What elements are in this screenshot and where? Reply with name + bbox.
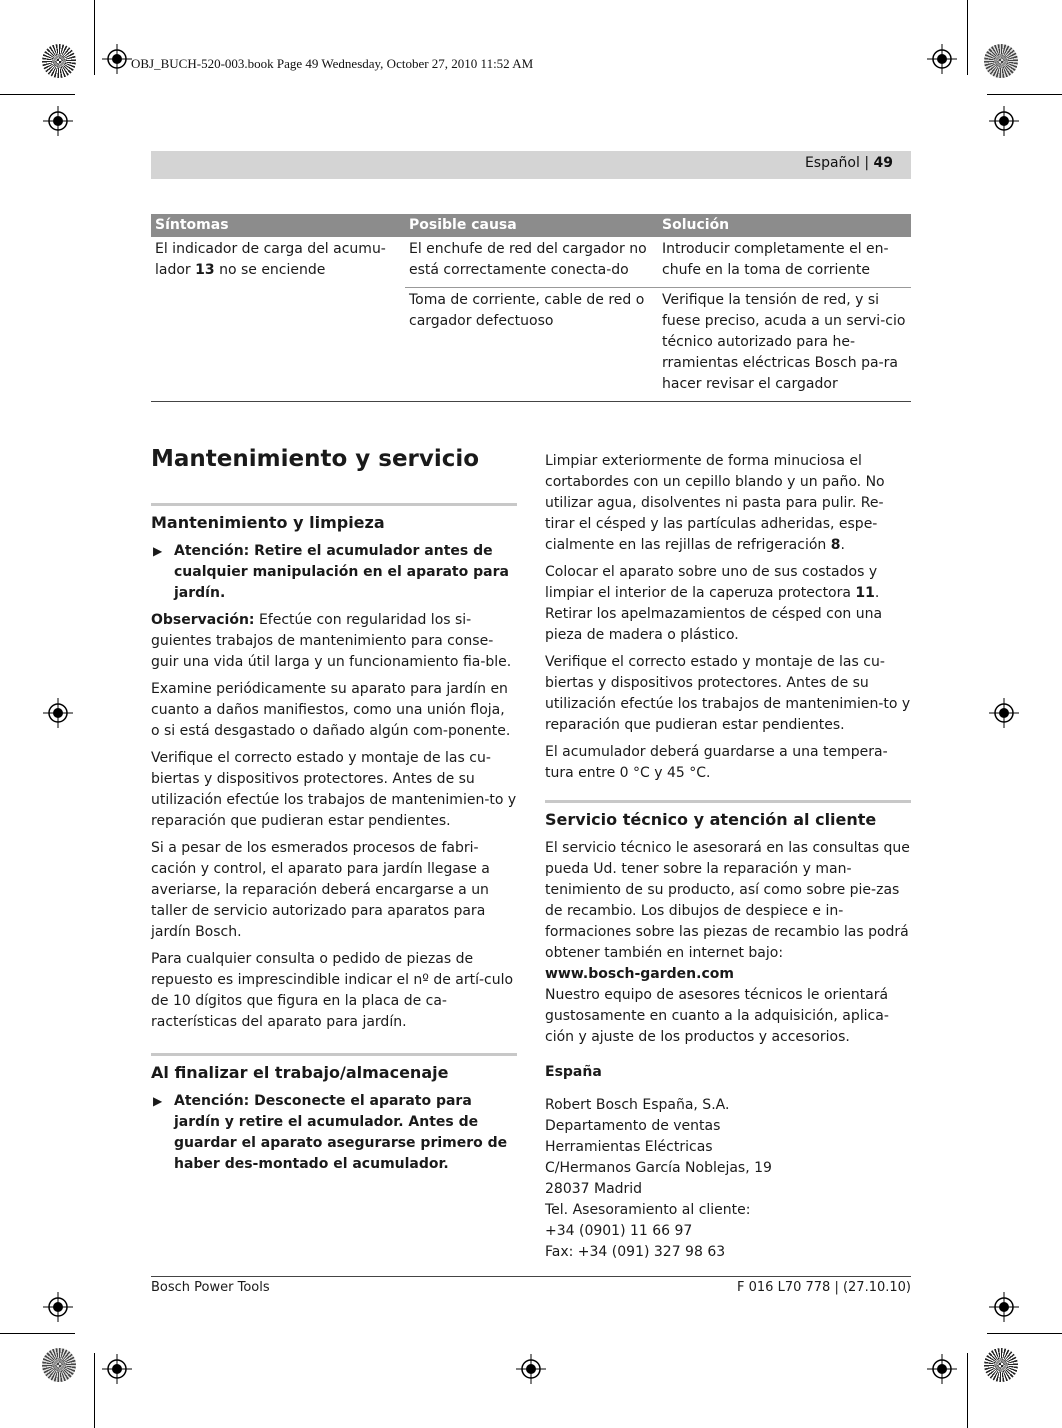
observation-label: Observación: [151, 612, 255, 628]
solution-cell: Introducir completamente el en-chufe en la toma de corriente [662, 241, 889, 278]
paragraph: Nuestro equipo de asesores técnicos le orientará gustosamente en cuanto a la adquisición, aplica-ción y ajuste de los productos y accesorios. [545, 987, 889, 1045]
paragraph: Examine periódicamente su aparato para jardín en cuanto a daños manifiestos, como una unión floja, o si está desgastado o dañado algún com-ponente. [151, 681, 511, 739]
troubleshooting-table [151, 214, 911, 402]
symptom-text: El indicador de carga del acumu-lador [155, 241, 386, 278]
observation-paragraph [151, 610, 517, 673]
subheading-service: Servicio técnico y atención al cliente [545, 800, 911, 830]
subheading-maintenance: Mantenimiento y limpieza [151, 503, 517, 533]
warning-text: Atención: Desconecte el aparato para jardín y retire el acumulador. Antes de guardar el aparato asegurarse primero de haber des-montado el acumulador. [174, 1093, 508, 1172]
section-title: Mantenimiento y servicio [151, 446, 480, 472]
triangle-right-icon: ▶ [153, 1094, 163, 1108]
address-line: Herramientas Eléctricas [545, 1139, 713, 1155]
address-line: Fax: +34 (091) 327 98 63 [545, 1244, 726, 1260]
paragraph-text: Colocar el aparato sobre uno de sus costados y limpiar el interior de la caperuza protectora [545, 564, 878, 601]
registration-mark-icon [927, 44, 957, 74]
crop-mark [967, 0, 968, 75]
observation-text: Efectúe con regularidad los si-guientes trabajos de mantenimiento para conse-guir una vida útil larga y un funcionamiento fia-ble. [151, 612, 512, 670]
registration-mark-icon [516, 1354, 546, 1384]
paragraph: Verifique el correcto estado y montaje de las cu-biertas y dispositivos protectores. Antes de su utilización efectúe los trabajos de mantenimien-to y reparación que pudieran estar pendientes. [545, 654, 911, 733]
warning-text: Atención: Retire el acumulador antes de cualquier manipulación en el aparato para jardín. [174, 543, 509, 601]
website-link[interactable]: www.bosch-garden.com [545, 966, 734, 982]
registration-mark-icon [989, 1292, 1019, 1322]
page-number: 49 [873, 155, 893, 171]
table-header-cell: Síntomas [151, 214, 405, 237]
ref-number: 11 [855, 585, 875, 601]
symptom-text: no se enciende [214, 262, 326, 278]
warning-note [151, 1091, 517, 1175]
footer-doc-number: F 016 L70 778 | (27.10.10) [737, 1280, 911, 1295]
table-header-row [151, 214, 911, 237]
registration-mark-icon [927, 1354, 957, 1384]
address-line: 28037 Madrid [545, 1181, 643, 1197]
registration-mark-icon [43, 106, 73, 136]
paragraph [545, 451, 911, 556]
country-heading: España [545, 1064, 602, 1080]
footer-brand: Bosch Power Tools [151, 1280, 270, 1295]
crop-mark [967, 1353, 968, 1428]
cause-cell: Toma de corriente, cable de red o cargador defectuoso [405, 288, 658, 402]
address-line: +34 (0901) 11 66 97 [545, 1223, 693, 1239]
paragraph-text: Limpiar exteriormente de forma minuciosa el cortabordes con un cepillo blando y un paño. No utilizar agua, disolventes ni pasta para pulir. Re-tirar el césped y las partículas adheridas, espe-cialmente en las rejillas de refrigeración [545, 453, 885, 553]
paragraph: El acumulador deberá guardarse a una tempera-tura entre 0 °C y 45 °C. [545, 744, 888, 781]
table-row [151, 237, 911, 288]
registration-mark-icon [102, 1354, 132, 1384]
table-header-cell: Posible causa [405, 214, 658, 237]
crop-mark [987, 94, 1062, 95]
footer-divider [151, 1276, 911, 1277]
address-block [545, 1095, 911, 1263]
color-target-icon [984, 44, 1018, 78]
cause-cell: El enchufe de red del cargador no está correctamente conecta-do [409, 241, 647, 278]
paragraph [545, 562, 911, 646]
color-target-icon [984, 1348, 1018, 1382]
header-language: Español [804, 155, 860, 171]
symptom-cell [151, 237, 405, 402]
crop-mark [0, 94, 75, 95]
triangle-right-icon: ▶ [153, 544, 163, 558]
registration-mark-icon [989, 106, 1019, 136]
registration-mark-icon [989, 698, 1019, 728]
paragraph-text: . [840, 537, 845, 553]
solution-cell: Verifique la tensión de red, y si fuese preciso, acuda a un servi-cio técnico autorizado para he-rramientas eléctricas Bosch pa-ra hacer revisar el cargador [658, 288, 911, 402]
page-header [151, 151, 911, 179]
ref-number: 8 [830, 537, 841, 553]
address-line: C/Hermanos García Noblejas, 19 [545, 1160, 772, 1176]
paragraph-text: . Retirar los apelmazamientos de césped con una pieza de madera o plástico. [545, 585, 883, 643]
right-column [545, 451, 911, 1263]
header-separator: | [859, 155, 874, 171]
crop-mark [94, 0, 95, 75]
paragraph: El servicio técnico le asesorará en las consultas que pueda Ud. tener sobre la reparación y man-tenimiento de su producto, así como sobre pie-zas de recambio. Los dibujos de despiece e in-formaciones sobre las piezas de recambio las podrá obtener también en internet bajo: [545, 840, 910, 961]
symptom-ref-number: 13 [195, 262, 215, 278]
paragraph: Para cualquier consulta o pedido de piezas de repuesto es imprescindible indicar el nº de artí-culo de 10 dígitos que figura en la placa de ca-racterísticas del aparato para jardín. [151, 951, 514, 1030]
registration-mark-icon [43, 1292, 73, 1322]
color-target-icon [42, 1348, 76, 1382]
address-line: Tel. Asesoramiento al cliente: [545, 1202, 751, 1218]
crop-mark [94, 1353, 95, 1428]
crop-mark [987, 1333, 1062, 1334]
header-text [805, 155, 893, 171]
warning-note [151, 541, 517, 604]
left-column [151, 503, 517, 1181]
subheading-storage: Al finalizar el trabajo/almacenaje [151, 1053, 517, 1083]
table-header-cell: Solución [658, 214, 911, 237]
registration-mark-icon [102, 44, 132, 74]
color-target-icon [42, 44, 76, 78]
print-info: OBJ_BUCH-520-003.book Page 49 Wednesday, October 27, 2010 11:52 AM [131, 56, 534, 71]
address-line: Robert Bosch España, S.A. [545, 1097, 730, 1113]
address-line: Departamento de ventas [545, 1118, 721, 1134]
crop-mark [0, 1333, 75, 1334]
registration-mark-icon [43, 698, 73, 728]
paragraph: Verifique el correcto estado y montaje de las cu-biertas y dispositivos protectores. Antes de su utilización efectúe los trabajos de mantenimien-to y reparación que pudieran estar pendientes. [151, 750, 517, 829]
paragraph: Si a pesar de los esmerados procesos de fabri-cación y control, el aparato para jardín llegase a averiarse, la reparación deberá encargarse a un taller de servicio autorizado para aparatos para jardín Bosch. [151, 840, 490, 940]
